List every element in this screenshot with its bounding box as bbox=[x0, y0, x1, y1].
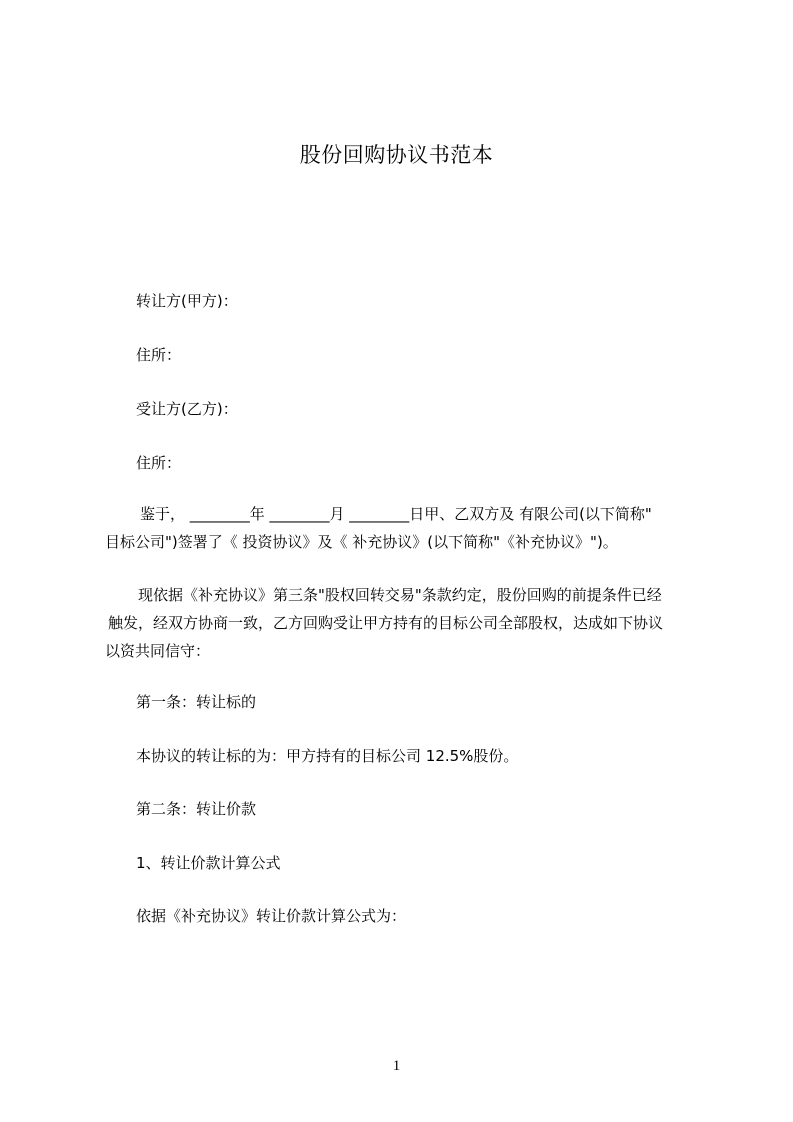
basis-line: 以资共同信守： bbox=[105, 642, 211, 660]
transferor-address-label: 住所： bbox=[136, 346, 182, 364]
recital-paragraph bbox=[105, 500, 701, 556]
transferee-label: 受让方(乙方)： bbox=[136, 400, 238, 418]
document-title: 股份回购协议书范本 bbox=[299, 143, 494, 167]
transferor-label: 转让方(甲方)： bbox=[136, 292, 238, 310]
article-1-body: 本协议的转让标的为：甲方持有的目标公司 12.5%股份。 bbox=[136, 747, 519, 765]
article-2-item-1-body: 依据《补充协议》转让价款计算公式为： bbox=[136, 907, 407, 925]
recital-line: 鉴于， ________年 ________月 ________日甲、乙双方及 有限公司(以下简称" bbox=[140, 505, 652, 523]
transferee-address-label: 住所： bbox=[136, 454, 182, 472]
basis-line: 触发，经双方协商一致，乙方回购受让甲方持有的目标公司全部股权，达成如下协议 bbox=[108, 614, 664, 632]
basis-paragraph bbox=[105, 581, 701, 665]
basis-line: 现依据《补充协议》第三条"股权回转交易"条款约定，股份回购的前提条件已经 bbox=[138, 586, 662, 604]
recital-line: 目标公司")签署了《 投资协议》及《 补充协议》(以下简称"《补充协议》")。 bbox=[105, 533, 618, 551]
article-2-item-1: 1、转让价款计算公式 bbox=[136, 854, 281, 872]
article-2-heading: 第二条：转让价款 bbox=[136, 800, 257, 818]
article-1-heading: 第一条：转让标的 bbox=[136, 693, 257, 711]
page-number: 1 bbox=[392, 1058, 401, 1074]
